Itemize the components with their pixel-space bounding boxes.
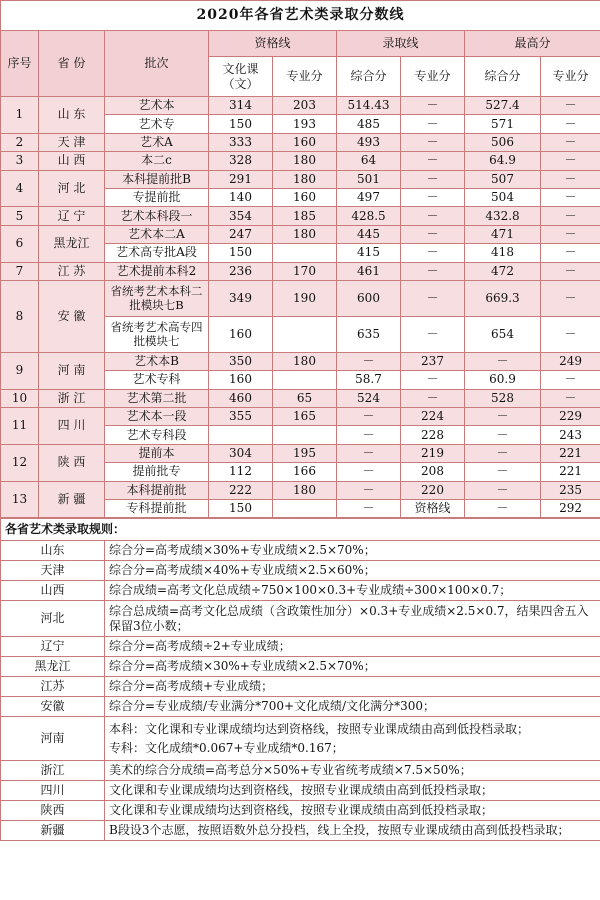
cell-major: 165 bbox=[273, 408, 337, 426]
cell-batch: 艺术本二A bbox=[105, 225, 209, 243]
rule-row bbox=[1, 781, 600, 801]
cell-province: 辽 宁 bbox=[39, 207, 105, 225]
cell-admission-composite: 58.7 bbox=[337, 371, 401, 389]
rule-province: 山西 bbox=[1, 581, 105, 601]
cell-admission-composite: 415 bbox=[337, 244, 401, 262]
header-admission-line: 录取线 bbox=[337, 31, 465, 57]
cell-max-composite: 528 bbox=[465, 389, 541, 407]
table-row bbox=[1, 152, 600, 170]
rule-row bbox=[1, 821, 600, 841]
rule-description bbox=[105, 637, 600, 657]
cell-batch: 省统考艺术高专四批模块七 bbox=[105, 316, 209, 352]
cell-admission-composite: － bbox=[337, 481, 401, 499]
rule-row bbox=[1, 601, 600, 637]
cell-major: 190 bbox=[273, 280, 337, 316]
rule-description bbox=[105, 677, 600, 697]
cell-province: 山 西 bbox=[39, 152, 105, 170]
cell-admission-major: － bbox=[401, 188, 465, 206]
cell-admission-major: － bbox=[401, 316, 465, 352]
rule-line: 综合分=高考成绩+专业成绩； bbox=[109, 679, 274, 694]
cell-max-composite: － bbox=[465, 408, 541, 426]
cell-admission-major: － bbox=[401, 170, 465, 188]
rule-province: 四川 bbox=[1, 781, 105, 801]
cell-admission-composite: 497 bbox=[337, 188, 401, 206]
cell-major bbox=[273, 244, 337, 262]
header-max-score: 最高分 bbox=[465, 31, 600, 57]
cell-admission-composite: － bbox=[337, 463, 401, 481]
cell-batch: 艺术专 bbox=[105, 115, 209, 133]
cell-major: 180 bbox=[273, 352, 337, 370]
rule-row bbox=[1, 761, 600, 781]
cell-admission-composite: 428.5 bbox=[337, 207, 401, 225]
cell-province: 河 南 bbox=[39, 352, 105, 389]
rule-description bbox=[105, 717, 600, 761]
rule-line: 综合分=高考成绩×30%+专业成绩×2.5×70%； bbox=[109, 659, 376, 674]
cell-admission-major: － bbox=[401, 262, 465, 280]
cell-major: 160 bbox=[273, 188, 337, 206]
cell-culture: 314 bbox=[209, 97, 273, 115]
cell-admission-major: 208 bbox=[401, 463, 465, 481]
cell-max-major: － bbox=[541, 371, 600, 389]
cell-culture: 160 bbox=[209, 371, 273, 389]
cell-max-major: － bbox=[541, 170, 600, 188]
rule-line: 专科：文化成绩*0.067+专业成绩*0.167； bbox=[109, 740, 344, 755]
table-row bbox=[1, 207, 600, 225]
header-major-2: 专业分 bbox=[401, 57, 465, 97]
cell-batch: 艺术专科 bbox=[105, 371, 209, 389]
rule-description bbox=[105, 781, 600, 801]
rule-row bbox=[1, 697, 600, 717]
cell-batch: 专提前批 bbox=[105, 188, 209, 206]
cell-batch: 本科提前批B bbox=[105, 170, 209, 188]
cell-max-composite: － bbox=[465, 352, 541, 370]
rule-row bbox=[1, 677, 600, 697]
table-title: 2020年各省艺术类录取分数线 bbox=[1, 1, 600, 31]
rule-province: 山东 bbox=[1, 541, 105, 561]
cell-admission-composite: 461 bbox=[337, 262, 401, 280]
rule-row bbox=[1, 561, 600, 581]
rule-province: 河北 bbox=[1, 601, 105, 637]
cell-max-major: － bbox=[541, 188, 600, 206]
cell-culture: 349 bbox=[209, 280, 273, 316]
cell-major bbox=[273, 371, 337, 389]
cell-max-composite: 504 bbox=[465, 188, 541, 206]
cell-admission-composite: 501 bbox=[337, 170, 401, 188]
cell-admission-composite: － bbox=[337, 444, 401, 462]
cell-batch: 艺术高专批A段 bbox=[105, 244, 209, 262]
cell-max-composite: 507 bbox=[465, 170, 541, 188]
cell-max-composite: 472 bbox=[465, 262, 541, 280]
rule-line: 综合分=专业成绩/专业满分*700+文化成绩/文化满分*300； bbox=[109, 699, 436, 714]
cell-province: 安 徽 bbox=[39, 280, 105, 352]
cell-max-major: － bbox=[541, 389, 600, 407]
cell-province: 黑龙江 bbox=[39, 225, 105, 262]
cell-max-composite: 506 bbox=[465, 133, 541, 151]
cell-admission-composite: 64 bbox=[337, 152, 401, 170]
rule-description bbox=[105, 801, 600, 821]
rule-line: 综合分=高考成绩×40%+专业成绩×2.5×60%； bbox=[109, 563, 376, 578]
cell-batch: 艺术本一段 bbox=[105, 408, 209, 426]
table-row bbox=[1, 352, 600, 370]
cell-major: 203 bbox=[273, 97, 337, 115]
cell-province: 浙 江 bbox=[39, 389, 105, 407]
table-row bbox=[1, 389, 600, 407]
header-composite-2: 综合分 bbox=[465, 57, 541, 97]
cell-admission-major: － bbox=[401, 207, 465, 225]
cell-culture bbox=[209, 426, 273, 444]
cell-major: 185 bbox=[273, 207, 337, 225]
rule-row bbox=[1, 541, 600, 561]
header-culture: 文化课（文） bbox=[209, 57, 273, 97]
rule-description bbox=[105, 541, 600, 561]
cell-admission-composite: － bbox=[337, 352, 401, 370]
cell-admission-major: － bbox=[401, 152, 465, 170]
rule-description bbox=[105, 561, 600, 581]
rule-row bbox=[1, 581, 600, 601]
header-major-3: 专业分 bbox=[541, 57, 600, 97]
cell-batch: 本二c bbox=[105, 152, 209, 170]
rule-line: 文化课和专业课成绩均达到资格线，按照专业课成绩由高到低投档录取； bbox=[109, 783, 494, 798]
cell-max-composite: 418 bbox=[465, 244, 541, 262]
cell-culture: 150 bbox=[209, 115, 273, 133]
cell-admission-composite: － bbox=[337, 500, 401, 518]
cell-max-major: － bbox=[541, 316, 600, 352]
cell-seq: 11 bbox=[1, 408, 39, 445]
cell-admission-composite: 514.43 bbox=[337, 97, 401, 115]
cell-max-composite: － bbox=[465, 481, 541, 499]
cell-seq: 1 bbox=[1, 97, 39, 134]
cell-seq: 13 bbox=[1, 481, 39, 518]
admission-rules-table bbox=[0, 518, 600, 841]
cell-max-composite: 64.9 bbox=[465, 152, 541, 170]
cell-province: 四 川 bbox=[39, 408, 105, 445]
rule-line: B段设3个志愿，按照语数外总分投档，线上全投，按照专业课成绩由高到低投档录取； bbox=[109, 823, 570, 838]
cell-culture: 328 bbox=[209, 152, 273, 170]
cell-seq: 12 bbox=[1, 444, 39, 481]
cell-seq: 2 bbox=[1, 133, 39, 151]
cell-max-major: 229 bbox=[541, 408, 600, 426]
header-composite: 综合分 bbox=[337, 57, 401, 97]
cell-max-composite: － bbox=[465, 500, 541, 518]
cell-max-major: 249 bbox=[541, 352, 600, 370]
cell-admission-composite: 445 bbox=[337, 225, 401, 243]
cell-max-major: 221 bbox=[541, 444, 600, 462]
cell-major bbox=[273, 316, 337, 352]
cell-batch: 省统考艺术本科二批模块七B bbox=[105, 280, 209, 316]
cell-batch: 艺术本 bbox=[105, 97, 209, 115]
cell-admission-major: － bbox=[401, 244, 465, 262]
cell-culture: 304 bbox=[209, 444, 273, 462]
cell-max-composite: － bbox=[465, 426, 541, 444]
cell-seq: 7 bbox=[1, 262, 39, 280]
rule-province: 浙江 bbox=[1, 761, 105, 781]
cell-max-major: 292 bbox=[541, 500, 600, 518]
header-seq: 序号 bbox=[1, 31, 39, 97]
cell-max-composite: － bbox=[465, 463, 541, 481]
cell-major: 65 bbox=[273, 389, 337, 407]
cell-seq: 5 bbox=[1, 207, 39, 225]
cell-province: 山 东 bbox=[39, 97, 105, 134]
table-row bbox=[1, 170, 600, 188]
cell-major: 195 bbox=[273, 444, 337, 462]
rule-row bbox=[1, 801, 600, 821]
header-qualification-line: 资格线 bbox=[209, 31, 337, 57]
cell-admission-composite: 485 bbox=[337, 115, 401, 133]
cell-culture: 236 bbox=[209, 262, 273, 280]
cell-culture: 222 bbox=[209, 481, 273, 499]
cell-max-composite: 669.3 bbox=[465, 280, 541, 316]
cell-culture: 112 bbox=[209, 463, 273, 481]
cell-batch: 艺术A bbox=[105, 133, 209, 151]
cell-max-major: － bbox=[541, 133, 600, 151]
cell-culture: 460 bbox=[209, 389, 273, 407]
rule-line: 文化课和专业课成绩均达到资格线，按照专业课成绩由高到低投档录取； bbox=[109, 803, 494, 818]
rule-description bbox=[105, 821, 600, 841]
cell-admission-composite: － bbox=[337, 426, 401, 444]
cell-max-composite: 60.9 bbox=[465, 371, 541, 389]
rule-line: 综合成绩=高考文化总成绩÷750×100×0.3+专业成绩÷300×100×0.7； bbox=[109, 583, 512, 598]
cell-province: 陕 西 bbox=[39, 444, 105, 481]
cell-max-composite: 432.8 bbox=[465, 207, 541, 225]
rule-province: 江苏 bbox=[1, 677, 105, 697]
table-row bbox=[1, 408, 600, 426]
rule-line: 美术的综合分成绩=高考总分×50%+专业省统考成绩×7.5×50%； bbox=[109, 763, 472, 778]
cell-batch: 艺术本B bbox=[105, 352, 209, 370]
rule-description bbox=[105, 657, 600, 677]
rule-province: 安徽 bbox=[1, 697, 105, 717]
table-row bbox=[1, 225, 600, 243]
cell-culture: 140 bbox=[209, 188, 273, 206]
cell-max-major: － bbox=[541, 97, 600, 115]
cell-max-composite: 571 bbox=[465, 115, 541, 133]
cell-culture: 355 bbox=[209, 408, 273, 426]
cell-admission-major: － bbox=[401, 371, 465, 389]
cell-admission-major: － bbox=[401, 133, 465, 151]
table-row bbox=[1, 262, 600, 280]
cell-major: 166 bbox=[273, 463, 337, 481]
cell-batch: 艺术第二批 bbox=[105, 389, 209, 407]
cell-province: 新 疆 bbox=[39, 481, 105, 518]
cell-culture: 291 bbox=[209, 170, 273, 188]
cell-province: 河 北 bbox=[39, 170, 105, 207]
cell-max-major: － bbox=[541, 244, 600, 262]
rule-province: 天津 bbox=[1, 561, 105, 581]
cell-culture: 160 bbox=[209, 316, 273, 352]
rule-province: 新疆 bbox=[1, 821, 105, 841]
rule-province: 黑龙江 bbox=[1, 657, 105, 677]
cell-admission-major: 237 bbox=[401, 352, 465, 370]
cell-admission-major: 219 bbox=[401, 444, 465, 462]
cell-admission-major: － bbox=[401, 97, 465, 115]
cell-major: 180 bbox=[273, 225, 337, 243]
cell-admission-composite: 524 bbox=[337, 389, 401, 407]
cell-admission-composite: 600 bbox=[337, 280, 401, 316]
cell-seq: 6 bbox=[1, 225, 39, 262]
rule-province: 陕西 bbox=[1, 801, 105, 821]
cell-seq: 8 bbox=[1, 280, 39, 352]
rule-description bbox=[105, 761, 600, 781]
rule-description bbox=[105, 697, 600, 717]
cell-seq: 3 bbox=[1, 152, 39, 170]
cell-batch: 专科提前批 bbox=[105, 500, 209, 518]
cell-major: 170 bbox=[273, 262, 337, 280]
cell-culture: 150 bbox=[209, 500, 273, 518]
rule-line: 综合分=高考成绩÷2+专业成绩； bbox=[109, 639, 291, 654]
cell-culture: 333 bbox=[209, 133, 273, 151]
rule-description bbox=[105, 581, 600, 601]
cell-culture: 350 bbox=[209, 352, 273, 370]
table-row bbox=[1, 481, 600, 499]
cell-max-major: － bbox=[541, 115, 600, 133]
cell-admission-major: － bbox=[401, 389, 465, 407]
cell-seq: 9 bbox=[1, 352, 39, 389]
header-province: 省 份 bbox=[39, 31, 105, 97]
cell-admission-major: 224 bbox=[401, 408, 465, 426]
table-row bbox=[1, 133, 600, 151]
cell-max-major: － bbox=[541, 152, 600, 170]
rule-line: 综合分=高考成绩×30%+专业成绩×2.5×70%； bbox=[109, 543, 376, 558]
cell-batch: 本科提前批 bbox=[105, 481, 209, 499]
cell-batch: 提前本 bbox=[105, 444, 209, 462]
cell-major: 180 bbox=[273, 152, 337, 170]
cell-major: 193 bbox=[273, 115, 337, 133]
cell-major: 180 bbox=[273, 170, 337, 188]
cell-seq: 10 bbox=[1, 389, 39, 407]
cell-max-composite: 654 bbox=[465, 316, 541, 352]
rule-description bbox=[105, 601, 600, 637]
cell-max-composite: 471 bbox=[465, 225, 541, 243]
cell-max-composite: － bbox=[465, 444, 541, 462]
cell-max-major: 235 bbox=[541, 481, 600, 499]
cell-major: 160 bbox=[273, 133, 337, 151]
cell-culture: 247 bbox=[209, 225, 273, 243]
cell-province: 天 津 bbox=[39, 133, 105, 151]
cell-admission-composite: 635 bbox=[337, 316, 401, 352]
rule-row bbox=[1, 637, 600, 657]
cell-admission-composite: 493 bbox=[337, 133, 401, 151]
header-batch: 批次 bbox=[105, 31, 209, 97]
rule-province: 河南 bbox=[1, 717, 105, 761]
cell-batch: 艺术专科段 bbox=[105, 426, 209, 444]
cell-culture: 150 bbox=[209, 244, 273, 262]
cell-max-major: 221 bbox=[541, 463, 600, 481]
cell-admission-major: － bbox=[401, 115, 465, 133]
cell-admission-major: － bbox=[401, 225, 465, 243]
cell-province: 江 苏 bbox=[39, 262, 105, 280]
cell-batch: 艺术本科段一 bbox=[105, 207, 209, 225]
cell-admission-major: － bbox=[401, 280, 465, 316]
cell-max-major: － bbox=[541, 225, 600, 243]
cell-culture: 354 bbox=[209, 207, 273, 225]
cell-major bbox=[273, 426, 337, 444]
cell-batch: 艺术提前本科2 bbox=[105, 262, 209, 280]
cell-max-major: － bbox=[541, 280, 600, 316]
rules-title: 各省艺术类录取规则： bbox=[1, 519, 600, 541]
cell-admission-major: 资格线 bbox=[401, 500, 465, 518]
cell-major bbox=[273, 500, 337, 518]
table-row bbox=[1, 444, 600, 462]
cell-batch: 提前批专 bbox=[105, 463, 209, 481]
cell-max-composite: 527.4 bbox=[465, 97, 541, 115]
rule-row bbox=[1, 657, 600, 677]
rule-province: 辽宁 bbox=[1, 637, 105, 657]
cell-max-major: 243 bbox=[541, 426, 600, 444]
rule-line: 本科：文化课和专业课成绩均达到资格线，按照专业课成绩由高到低投档录取； bbox=[109, 721, 530, 736]
cell-admission-composite: － bbox=[337, 408, 401, 426]
rule-row bbox=[1, 717, 600, 761]
cell-admission-major: 220 bbox=[401, 481, 465, 499]
cell-max-major: － bbox=[541, 262, 600, 280]
table-row bbox=[1, 97, 600, 115]
cell-admission-major: 228 bbox=[401, 426, 465, 444]
rule-line: 综合总成绩=高考文化总成绩（含政策性加分）×0.3+专业成绩×2.5×0.7，结果四舍五入保留3位小数； bbox=[109, 603, 589, 633]
cell-seq: 4 bbox=[1, 170, 39, 207]
cell-max-major: － bbox=[541, 207, 600, 225]
header-major: 专业分 bbox=[273, 57, 337, 97]
table-row bbox=[1, 280, 600, 316]
cell-major: 180 bbox=[273, 481, 337, 499]
